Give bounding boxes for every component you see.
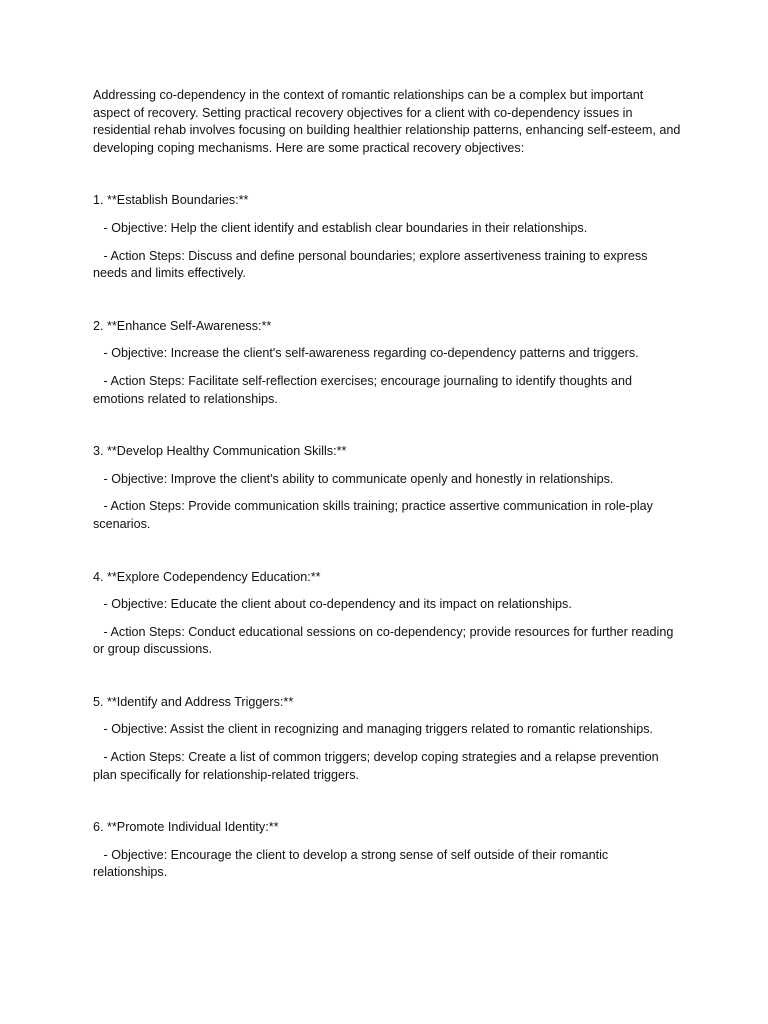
objective-section-3 bbox=[93, 443, 683, 533]
intro-paragraph: Addressing co-dependency in the context of romantic relationships can be a complex but important aspect of recovery. Setting practical recovery objectives for a client with co-dependency issues in residential rehab involves focusing on building healthier relationship patterns, enhancing self-esteem, and developing coping mechanisms. Here are some practical recovery objectives: bbox=[93, 88, 681, 155]
action-steps-text: - Action Steps: Discuss and define personal boundaries; explore assertiveness training to express needs and limits effectively. bbox=[93, 248, 651, 281]
objective-section-5 bbox=[93, 694, 683, 784]
section-title: 4. **Explore Codependency Education:** bbox=[93, 569, 321, 584]
objective-text: - Objective: Help the client identify and establish clear boundaries in their relationships. bbox=[93, 220, 588, 235]
section-title: 5. **Identify and Address Triggers:** bbox=[93, 694, 294, 709]
objective-section-1 bbox=[93, 192, 683, 282]
section-title: 6. **Promote Individual Identity:** bbox=[93, 820, 279, 835]
section-title: 2. **Enhance Self-Awareness:** bbox=[93, 318, 272, 333]
objective-text: - Objective: Encourage the client to develop a strong sense of self outside of their romantic relationships. bbox=[93, 847, 612, 880]
objective-text: - Objective: Improve the client's ability to communicate openly and honestly in relationships. bbox=[93, 471, 614, 486]
action-steps-text: - Action Steps: Create a list of common triggers; develop coping strategies and a relapse prevention plan specifically for relationship-related triggers. bbox=[93, 750, 663, 782]
objective-text: - Objective: Increase the client's self-awareness regarding co-dependency patterns and triggers. bbox=[93, 346, 639, 361]
objective-text: - Objective: Educate the client about co-dependency and its impact on relationships. bbox=[93, 597, 572, 612]
objective-section-4 bbox=[93, 569, 683, 659]
document-page bbox=[93, 87, 683, 882]
section-title: 1. **Establish Boundaries:** bbox=[93, 193, 249, 208]
section-title: 3. **Develop Healthy Communication Skills:** bbox=[93, 444, 347, 459]
objective-section-6 bbox=[93, 819, 683, 882]
action-steps-text: - Action Steps: Facilitate self-reflection exercises; encourage journaling to identify thoughts and emotions related to relationships. bbox=[93, 373, 636, 406]
objective-section-2 bbox=[93, 318, 683, 408]
action-steps-text: - Action Steps: Provide communication skills training; practice assertive communication in role-play scenarios. bbox=[93, 499, 657, 531]
objective-text: - Objective: Assist the client in recognizing and managing triggers related to romantic relationships. bbox=[93, 722, 654, 737]
action-steps-text: - Action Steps: Conduct educational sessions on co-dependency; provide resources for further reading or group discussions. bbox=[93, 624, 677, 657]
